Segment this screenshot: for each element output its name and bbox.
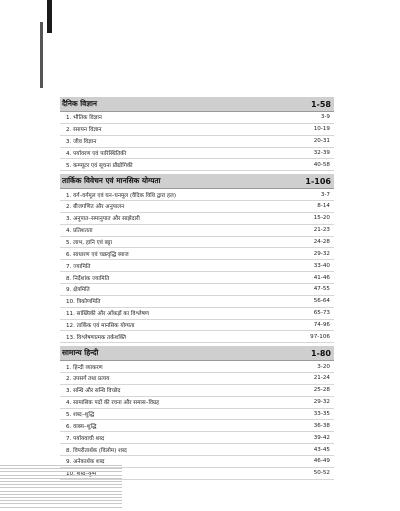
toc-entry-title: 6. वाक्य–शुद्धि (66, 423, 97, 430)
toc-entry-title: 12. तार्किक एवं मानसिक योग्यता (66, 322, 135, 329)
toc-entry-title: 4. सामासिक पदों की रचना और समास–विग्रह (66, 400, 160, 407)
toc-entry (60, 420, 334, 432)
toc-entry (60, 308, 334, 320)
toc-entry-title: 5. कम्प्यूटर एवं सूचना प्रौद्योगिकी (66, 162, 133, 169)
toc-entry-pages: 29-32 (313, 250, 330, 257)
stripe-line (0, 465, 122, 466)
toc-entry-pages: 3-20 (317, 363, 330, 370)
toc-entry-pages: 65-73 (313, 310, 330, 317)
toc-entry-title: 8. निर्देशांक ज्यामिति (66, 275, 110, 282)
toc-entry-pages: 74-96 (313, 321, 330, 328)
decorative-stripes (0, 465, 122, 511)
toc-entry (60, 159, 334, 171)
toc-entry (60, 248, 334, 260)
section-title: तार्किक विवेचन एवं मानसिक योग्यता (62, 176, 161, 186)
toc-entry (60, 124, 334, 136)
toc-entry-title: 2. उपसर्ग तथा प्रत्यय (66, 376, 110, 383)
section-header (60, 346, 334, 361)
toc-entry (60, 189, 334, 201)
stripe-line (0, 494, 122, 495)
toc-entry-title: 4. पर्यावरण एवं पारिस्थितिकी (66, 150, 127, 157)
toc-entry-title: 5. शब्द–शुद्धि (66, 411, 95, 418)
toc-entry (60, 237, 334, 249)
stripe-line (0, 481, 122, 482)
toc-entry-title: 13. विश्लेषणात्मक तर्कशक्ति (66, 334, 126, 341)
toc-entry (60, 361, 334, 373)
stripe-line (0, 487, 122, 488)
stripe-line (0, 497, 122, 498)
stripe-line (0, 468, 122, 469)
toc-entry-pages: 20-31 (313, 138, 330, 145)
stripe-line (0, 471, 122, 472)
toc-entry (60, 201, 334, 213)
section-page-range: 1-58 (310, 99, 331, 109)
toc-entry (60, 385, 334, 397)
toc-entry-pages: 21-23 (313, 227, 330, 234)
toc-entry-title: 3. अनुपात–समानुपात और साझेदारी (66, 216, 140, 223)
toc-entry-pages: 97-106 (310, 333, 330, 340)
toc-entry (60, 373, 334, 385)
toc-entry-title: 8. विपरीतार्थक (विलोम) शब्द (66, 447, 127, 454)
toc-entry-pages: 41-46 (313, 274, 330, 281)
toc-entry-pages: 3-7 (320, 191, 330, 198)
toc-entry-pages: 24-28 (313, 239, 330, 246)
toc-entry-pages: 21-24 (313, 375, 330, 382)
stripe-line (0, 475, 122, 476)
toc-entry (60, 225, 334, 237)
toc-entry-title: 3. जीव विज्ञान (66, 139, 97, 146)
decorative-bar-thin (40, 22, 43, 88)
toc-entry-pages: 32-39 (313, 149, 330, 156)
stripe-line (0, 500, 122, 501)
stripe-line (0, 491, 122, 492)
toc-entry-pages: 36-38 (313, 422, 330, 429)
section-page-range: 1-80 (310, 348, 331, 358)
toc-entry-pages: 29-32 (313, 399, 330, 406)
toc-entry (60, 260, 334, 272)
toc-entry (60, 409, 334, 421)
toc-entry-pages: 33-35 (313, 410, 330, 417)
toc-entry-pages: 47-55 (313, 286, 330, 293)
toc-entry-title: 4. प्रतिशतता (66, 228, 93, 235)
toc-entry-pages: 10-19 (313, 126, 330, 133)
toc-entry (60, 320, 334, 332)
toc-entry (60, 432, 334, 444)
table-of-contents (60, 97, 334, 480)
section-title: दैनिक विज्ञान (62, 99, 97, 108)
toc-entry-title: 2. बीजगणित और अनुपालन (66, 204, 125, 211)
stripe-line (0, 478, 122, 479)
toc-entry-pages: 8-14 (317, 203, 330, 210)
toc-entry-title: 9. क्षेत्रमिति (66, 287, 90, 294)
section-header (60, 174, 334, 189)
toc-entry (60, 213, 334, 225)
toc-entry (60, 444, 334, 456)
toc-entry-title: 11. सांख्यिकी और आँकड़ों का विश्लेषण (66, 311, 149, 318)
stripe-line (0, 484, 122, 485)
toc-entry-title: 1. हिन्दी व्याकरण (66, 364, 103, 371)
toc-entry-title: 7. पर्यायवाची शब्द (66, 435, 105, 442)
toc-entry (60, 136, 334, 148)
toc-entry (60, 331, 334, 343)
toc-entry (60, 296, 334, 308)
toc-entry-title: 2. रसायन विज्ञान (66, 127, 102, 134)
toc-entry-title: 1. वर्ग–वर्गमूल एवं घन–घनमूल (वैदिक विधि द्वारा हल) (66, 192, 176, 199)
toc-entry-pages: 50-52 (313, 470, 330, 477)
toc-entry-pages: 40-58 (313, 161, 330, 168)
section-title: सामान्य हिन्दी (62, 348, 99, 358)
toc-entry (60, 112, 334, 124)
toc-entry-pages: 15-20 (313, 215, 330, 222)
toc-entry-title: 6. साधारण एवं चक्रवृद्धि ब्याज (66, 251, 129, 258)
toc-entry-pages: 3-9 (320, 114, 330, 121)
toc-entry (60, 397, 334, 409)
section-page-range: 1-106 (305, 176, 331, 186)
toc-entry (60, 272, 334, 284)
stripe-line (0, 503, 122, 504)
toc-entry-title: 10. त्रिकोणमिति (66, 299, 101, 306)
toc-entry-pages: 39-42 (313, 434, 330, 441)
toc-entry-title: 7. ज्यामिति (66, 263, 91, 270)
toc-entry-pages: 25-28 (313, 387, 330, 394)
toc-entry (60, 148, 334, 160)
section-header (60, 97, 334, 112)
toc-entry-title: 5. लाभ, हानि एवं बट्टा (66, 240, 112, 247)
toc-entry-title: 1. भौतिक विज्ञान (66, 115, 102, 122)
stripe-line (0, 507, 122, 508)
toc-entry-title: 9. अनेकार्थक शब्द (66, 459, 105, 466)
decorative-bar-thick (47, 0, 52, 33)
toc-entry (60, 284, 334, 296)
toc-entry-title: 3. सन्धि और सन्धि विच्छेद (66, 388, 121, 395)
toc-entry-pages: 56-64 (313, 298, 330, 305)
toc-entry-pages: 33-40 (313, 262, 330, 269)
toc-entry-pages: 46-49 (313, 458, 330, 465)
toc-entry-pages: 43-45 (313, 446, 330, 453)
